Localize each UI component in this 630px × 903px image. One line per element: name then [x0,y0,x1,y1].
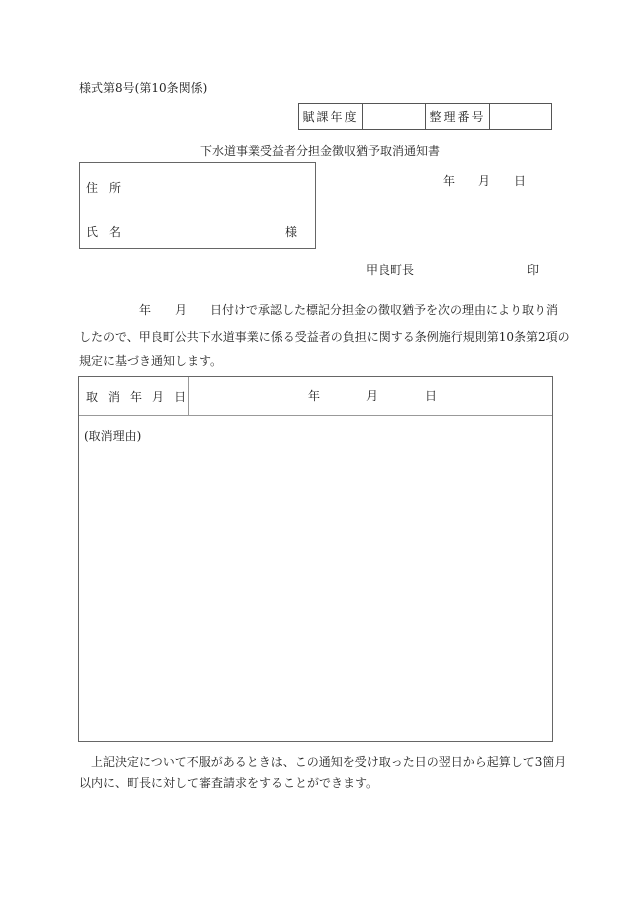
name-label-2: 名 [109,225,122,239]
cancel-reason-field[interactable] [84,447,546,732]
appeal-note-line2: 以内に、町長に対して審査請求をすることができます。 [79,776,379,790]
cancel-date-label-char: 消 [108,389,121,404]
name-field[interactable] [130,217,280,241]
tax-year-label: 賦課年度 [299,104,363,129]
cancel-date-day: 日 [425,389,438,403]
cancel-date-label-char: 月 [152,389,165,404]
address-label-2: 所 [109,181,122,195]
issue-date-month: 月 [478,174,491,188]
cancel-date-year: 年 [308,389,321,403]
issue-date-year: 年 [443,174,456,188]
reference-number-label: 整理番号 [426,104,490,129]
cancel-reason-label: (取消理由) [84,429,142,443]
recipient-box [79,162,316,249]
cancel-date-month: 月 [366,389,379,403]
issue-date-day: 日 [514,174,527,188]
body-year: 年 [139,303,152,317]
cancel-date-field[interactable] [189,377,552,415]
reference-number-field[interactable] [490,104,551,129]
body-month: 月 [175,303,188,317]
address-field[interactable] [130,173,310,197]
appeal-note-text1: 上記決定について不服があるときは、この通知を受け取った日の翌日から起算して3箇月 [91,755,567,769]
cancel-date-label [79,377,189,415]
cancel-date-label-char: 日 [174,389,187,404]
cancel-date-row [79,377,552,416]
body-line3: 規定に基づき通知します。 [79,354,223,368]
body-line2: したので、甲良町公共下水道事業に係る受益者の負担に関する条例施行規則第10条第2項の [79,330,570,344]
issuer-name: 甲良町長 [366,263,415,277]
honorific: 様 [285,225,298,239]
address-label-1: 住 [86,181,99,195]
appeal-note-line1 [79,753,566,770]
cancel-date-label-char: 取 [86,389,99,404]
form-number-label: 様式第8号(第10条関係) [79,81,208,95]
body-line1: 日付けで承認した標記分担金の徴収猶予を次の理由により取り消 [210,303,559,317]
header-table [298,103,552,130]
name-label-1: 氏 [86,225,99,239]
cancellation-table [78,376,553,742]
document-title: 下水道事業受益者分担金徴収猶予取消通知書 [200,144,441,158]
cancel-date-label-char: 年 [130,389,143,404]
seal-mark: 印 [527,263,540,277]
tax-year-field[interactable] [363,104,426,129]
